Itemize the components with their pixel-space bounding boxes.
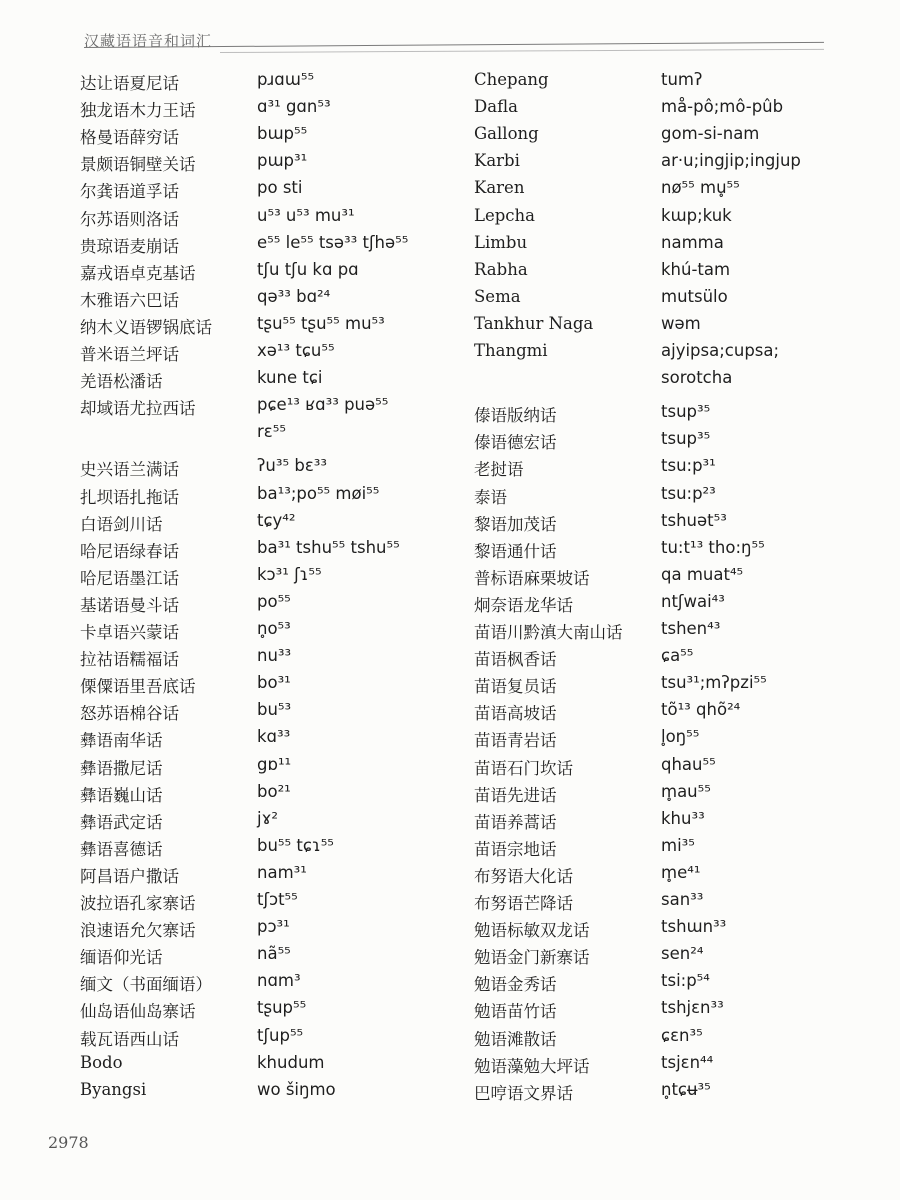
language-name: Sema — [474, 286, 521, 306]
word-form: qa muat⁴⁵ — [661, 564, 744, 584]
word-form: kɔ³¹ ʃɿ⁵⁵ — [257, 564, 322, 584]
word-form: khudum — [257, 1052, 325, 1072]
word-form: tshɯn³³ — [661, 917, 727, 937]
language-name: 彝语喜德话 — [80, 839, 163, 859]
word-form: n̥o⁵³ — [257, 619, 291, 638]
word-form: tʃup⁵⁵ — [257, 1025, 304, 1045]
word-form: nã⁵⁵ — [257, 944, 291, 964]
language-name: Dafla — [474, 97, 518, 117]
word-form: pɕe¹³ ʁɑ³³ puə⁵⁵ — [257, 395, 389, 415]
word-form: mutsülo — [661, 286, 728, 306]
language-name: 勉语滩散话 — [474, 1029, 557, 1049]
word-form: tʂu⁵⁵ tʂu⁵⁵ mu⁵³ — [257, 313, 385, 333]
word-form: ntʃwai⁴³ — [661, 591, 725, 611]
language-name: 布努语大化话 — [474, 866, 573, 886]
language-name: 拉祜语糯福话 — [80, 650, 179, 670]
language-name: 老挝语 — [474, 460, 524, 480]
running-header: 汉藏语语音和词汇 — [84, 32, 213, 50]
language-name: 傣语版纳话 — [474, 406, 557, 426]
language-name: 黎语通什话 — [474, 541, 557, 561]
language-name: 载瓦语西山话 — [80, 1029, 179, 1049]
language-name: 普标语麻栗坡话 — [474, 568, 590, 588]
language-name: Limbu — [474, 232, 528, 252]
word-form: kɑ³³ — [257, 727, 291, 747]
word-form: tshen⁴³ — [661, 619, 721, 638]
language-name: Chepang — [474, 70, 549, 89]
language-name: 彝语撒尼话 — [80, 758, 163, 778]
word-form: m̥e⁴¹ — [661, 862, 701, 882]
language-name: 苗语青岩话 — [474, 731, 557, 751]
word-form: jɤ² — [257, 808, 279, 828]
language-name: 白语剑川话 — [80, 514, 163, 534]
word-form: nu³³ — [257, 646, 292, 666]
language-name: Lepcha — [474, 205, 535, 225]
word-form: tsu:p³¹ — [661, 456, 716, 476]
word-form: rɛ⁵⁵ — [257, 422, 286, 442]
word-form: sen²⁴ — [661, 944, 704, 964]
word-form: qhau⁵⁵ — [661, 754, 716, 774]
word-form: tshjɛn³³ — [661, 998, 724, 1018]
language-name: 苗语宗地话 — [474, 839, 557, 859]
word-form: kune tɕi — [257, 368, 323, 388]
language-name: 苗语枫香话 — [474, 650, 557, 670]
language-name: 彝语巍山话 — [80, 785, 163, 805]
word-form: namma — [661, 232, 724, 252]
language-name: 达让语夏尼话 — [80, 74, 179, 93]
language-name: 羌语松潘话 — [80, 372, 163, 392]
word-form: tsu:p²³ — [661, 483, 716, 503]
language-name: 尔龚语道孚话 — [80, 182, 179, 202]
word-form: tõ¹³ qhõ²⁴ — [661, 700, 741, 720]
word-form: tʂup⁵⁵ — [257, 998, 307, 1018]
word-form: må-pô;mô-pûb — [661, 97, 784, 117]
language-name: 景颇语铜壁关话 — [80, 155, 196, 175]
language-name: 苗语先进话 — [474, 785, 557, 805]
word-form: khú-tam — [661, 259, 731, 279]
language-name: 普米语兰坪话 — [80, 345, 179, 364]
word-form: qə³³ bɑ²⁴ — [257, 286, 331, 306]
language-name: 傈僳语里吾底话 — [80, 677, 196, 697]
word-form: tsi:p⁵⁴ — [661, 971, 710, 991]
word-form: tsu³¹;mʔpzi⁵⁵ — [661, 673, 767, 693]
language-name: 基诺语曼斗话 — [80, 595, 179, 615]
word-form: ɑ³¹ gɑn⁵³ — [257, 97, 331, 117]
word-form: po sti — [257, 178, 303, 198]
language-name: Rabha — [474, 259, 528, 279]
language-name: 却域语尤拉西话 — [80, 399, 196, 419]
language-name: 嘉戎语卓克基话 — [80, 263, 196, 283]
language-name: 泰语 — [474, 487, 507, 507]
word-form: tu:t¹³ tho:ŋ⁵⁵ — [661, 537, 765, 557]
word-form: ba¹³;po⁵⁵ møi⁵⁵ — [257, 483, 380, 503]
word-form: mi³⁵ — [661, 835, 695, 855]
language-name: Karen — [474, 178, 525, 198]
language-name: 勉语苗竹话 — [474, 1002, 557, 1022]
language-name: 缅语仰光话 — [80, 948, 163, 968]
language-name: Gallong — [474, 124, 539, 144]
language-name: 布努语芒降话 — [474, 894, 573, 913]
word-form: nɑm³ — [257, 971, 301, 991]
language-name: 波拉语孔家寨话 — [80, 894, 196, 913]
language-name: 阿昌语户撒话 — [80, 866, 179, 886]
word-form: m̥au⁵⁵ — [661, 781, 711, 801]
word-form: bu⁵³ — [257, 700, 292, 720]
word-form: u⁵³ u⁵³ mu³¹ — [257, 205, 355, 225]
word-form: tɕy⁴² — [257, 510, 296, 530]
word-form: tʃɔt⁵⁵ — [257, 890, 298, 909]
word-form: wo šiŋmo — [257, 1079, 336, 1099]
word-form: bɯp⁵⁵ — [257, 124, 308, 144]
word-form: ar·u;ingjip;ingjup — [661, 151, 801, 171]
language-name: Karbi — [474, 151, 520, 171]
word-form: nam³¹ — [257, 862, 307, 882]
language-name: 怒苏语棉谷话 — [80, 704, 179, 724]
language-name: Tankhur Naga — [474, 313, 594, 333]
language-name: Thangmi — [474, 341, 548, 360]
language-name: 彝语武定话 — [80, 812, 163, 832]
language-name: 苗语高坡话 — [474, 704, 557, 724]
language-name: 苗语石门坎话 — [474, 758, 573, 778]
word-form: bo³¹ — [257, 673, 291, 693]
word-form: wəm — [661, 313, 701, 333]
language-name: 傣语德宏话 — [474, 433, 557, 453]
word-form: bu⁵⁵ tɕɿ⁵⁵ — [257, 835, 334, 855]
language-name: Bodo — [80, 1052, 123, 1072]
word-form: po⁵⁵ — [257, 591, 291, 611]
language-name: 苗语养蒿话 — [474, 812, 557, 832]
language-name: 纳木义语锣锅底话 — [80, 317, 212, 337]
language-name: 格曼语薛穷话 — [80, 128, 179, 148]
language-name: 勉语藻勉大坪话 — [474, 1056, 590, 1076]
word-form: ajyipsa;cupsa; — [661, 341, 780, 360]
language-name: 贵琼语麦崩话 — [80, 236, 179, 256]
word-form: tsjɛn⁴⁴ — [661, 1052, 714, 1072]
language-name: 炯奈语龙华话 — [474, 595, 573, 615]
word-form: nø⁵⁵ mu̥⁵⁵ — [661, 178, 740, 198]
language-name: 缅文（书面缅语） — [80, 975, 212, 995]
language-name: 哈尼语墨江话 — [80, 568, 179, 588]
header-rule-secondary — [220, 49, 824, 53]
word-form: l̥oŋ⁵⁵ — [661, 727, 700, 747]
word-form: gom-si-nam — [661, 124, 760, 144]
word-form: tsup³⁵ — [661, 429, 711, 449]
language-name: 卡卓语兴蒙话 — [80, 623, 179, 642]
language-name: 史兴语兰满话 — [80, 460, 179, 480]
language-name: 独龙语木力王话 — [80, 101, 196, 121]
language-name: 巴哼语文界话 — [474, 1083, 573, 1103]
word-form: san³³ — [661, 890, 704, 909]
word-form: gɒ¹¹ — [257, 754, 292, 774]
word-form: tʃu tʃu kɑ pɑ — [257, 259, 359, 279]
language-name: 彝语南华话 — [80, 731, 163, 751]
language-name: 黎语加茂话 — [474, 514, 557, 534]
language-name: 扎坝语扎拖话 — [80, 487, 179, 507]
language-name: 尔苏语则洛话 — [80, 209, 179, 229]
word-form: ba³¹ tshu⁵⁵ tshu⁵⁵ — [257, 537, 400, 557]
word-form: tshuət⁵³ — [661, 510, 727, 530]
language-name: 苗语复员话 — [474, 677, 557, 697]
language-name: 勉语标敏双龙话 — [474, 921, 590, 941]
language-name: 浪速语允欠寨话 — [80, 921, 196, 941]
language-name: 仙岛语仙岛寨话 — [80, 1002, 196, 1022]
word-form: bo²¹ — [257, 781, 291, 801]
language-name: Byangsi — [80, 1079, 147, 1099]
word-form: e⁵⁵ le⁵⁵ tsə³³ tʃhə⁵⁵ — [257, 232, 409, 252]
word-form: pɹɑɯ⁵⁵ — [257, 70, 315, 89]
language-name: 勉语金门新寨话 — [474, 948, 590, 968]
language-name: 苗语川黔滇大南山话 — [474, 623, 623, 642]
word-form: n̥tɕʉ³⁵ — [661, 1079, 711, 1099]
word-form: xə¹³ tɕu⁵⁵ — [257, 341, 335, 360]
word-form: kɯp;kuk — [661, 205, 732, 225]
word-form: tsup³⁵ — [661, 402, 711, 422]
word-form: sorotcha — [661, 368, 733, 388]
word-form: ɕa⁵⁵ — [661, 646, 694, 666]
word-form: khu³³ — [661, 808, 705, 828]
word-form: ʔu³⁵ bɛ³³ — [257, 456, 327, 476]
word-form: ɕɛn³⁵ — [661, 1025, 703, 1045]
language-name: 哈尼语绿春话 — [80, 541, 179, 561]
word-form: pɯp³¹ — [257, 151, 308, 171]
language-name: 木雅语六巴话 — [80, 290, 179, 310]
word-form: tumʔ — [661, 70, 703, 89]
word-form: pɔ³¹ — [257, 917, 290, 937]
language-name: 勉语金秀话 — [474, 975, 557, 995]
page-number: 2978 — [48, 1133, 89, 1152]
